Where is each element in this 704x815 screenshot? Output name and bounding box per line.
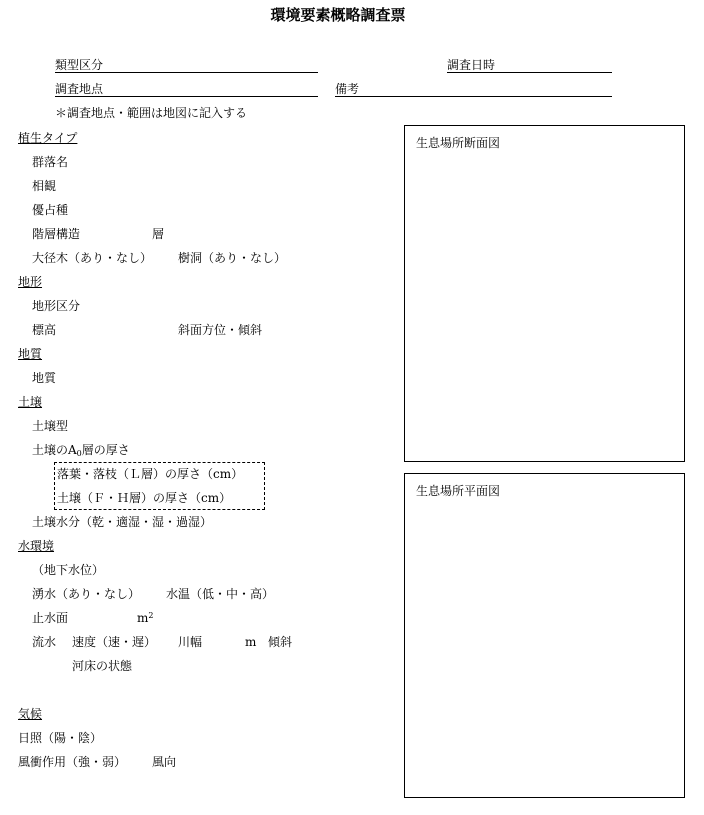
remarks-field[interactable]: [335, 80, 612, 97]
water-temperature-label: 水温（低・中・高）: [166, 587, 275, 601]
page-title: 環境要素概略調査票: [270, 6, 406, 24]
a0-prefix: 土壌のA: [32, 443, 77, 457]
still-water-label: 止水面: [32, 611, 69, 625]
large-tree-label: 大径木（あり・なし）: [32, 251, 153, 265]
water-heading: 水環境: [18, 539, 55, 553]
type-field[interactable]: [55, 56, 318, 73]
location-label: 調査地点: [55, 82, 104, 96]
landform-heading: 地形: [18, 275, 43, 289]
a0-suffix: 層の厚さ: [81, 443, 130, 457]
a0-layer-label: [32, 444, 130, 458]
area-unit-sup: 2: [148, 611, 154, 620]
soil-heading: 土壌: [18, 395, 43, 409]
wind-effect-label: 風衝作用（強・弱）: [18, 755, 127, 769]
type-label: 類型区分: [55, 58, 104, 72]
meter-unit: m: [245, 635, 257, 649]
vegetation-heading: 植生タイプ: [18, 131, 78, 145]
community-label: 群落名: [32, 155, 69, 169]
soil-type-label: 土壌型: [32, 419, 69, 433]
soil-moisture-label: 土壌水分（乾・適湿・湿・過湿）: [32, 515, 213, 529]
fh-thickness-label: 土壌（Ｆ・Ｈ層）の厚さ（cm）: [57, 491, 232, 505]
plan-view-box[interactable]: [404, 473, 685, 798]
litter-thickness-label: 落葉・落枝（Ｌ層）の厚さ（cm）: [57, 467, 244, 481]
flow-speed-label: 速度（速・遅）: [72, 635, 157, 649]
dominant-species-label: 優占種: [32, 203, 69, 217]
cross-section-box[interactable]: [404, 125, 685, 462]
landform-category-label: 地形区分: [32, 299, 81, 313]
location-field[interactable]: [55, 80, 318, 97]
riverbed-label: 河床の状態: [72, 659, 133, 673]
geology-label: 地質: [32, 371, 57, 385]
geology-heading: 地質: [18, 347, 43, 361]
tree-hollow-label: 樹洞（あり・なし）: [178, 251, 287, 265]
a0-subscript: 0: [76, 449, 82, 458]
stratification-label: 階層構造: [32, 227, 81, 241]
spring-label: 湧水（あり・なし）: [32, 587, 141, 601]
date-field[interactable]: [447, 56, 612, 73]
header-note: ＊調査地点・範囲は地図に記入する: [55, 106, 248, 120]
area-unit-m: m: [137, 611, 149, 625]
river-width-label: 川幅: [178, 635, 203, 649]
flowing-water-label: 流水: [32, 635, 57, 649]
cross-section-title: 生息場所断面図: [416, 136, 501, 150]
gradient-label: 傾斜: [268, 635, 293, 649]
slope-label: 斜面方位・傾斜: [178, 323, 263, 337]
altitude-label: 標高: [32, 323, 57, 337]
wind-direction-label: 風向: [152, 755, 177, 769]
climate-heading: 気候: [18, 707, 43, 721]
date-label: 調査日時: [447, 58, 496, 72]
remarks-label: 備考: [335, 82, 360, 96]
sunlight-label: 日照（陽・陰）: [18, 731, 103, 745]
physiognomy-label: 相観: [32, 179, 57, 193]
layer-unit: 層: [152, 227, 165, 241]
area-unit: [137, 612, 153, 624]
groundwater-label: （地下水位）: [32, 563, 105, 577]
plan-view-title: 生息場所平面図: [416, 484, 501, 498]
